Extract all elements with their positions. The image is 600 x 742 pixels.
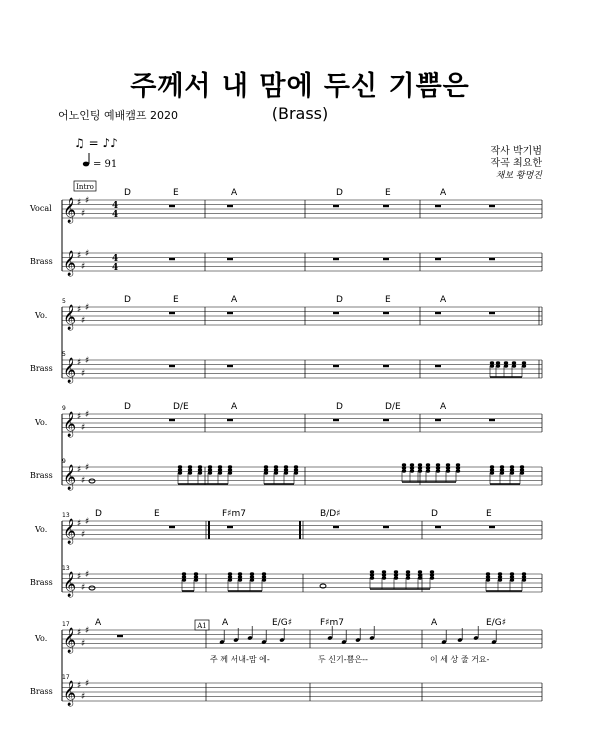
- event-name: 어노인팅 예배캠프 2020: [58, 109, 178, 122]
- treble-clef-icon: 𝄞: [63, 305, 77, 330]
- chord-symbol: D: [124, 188, 131, 198]
- treble-clef-icon: 𝄞: [63, 465, 77, 490]
- note-head: [510, 572, 514, 575]
- note-head: [418, 466, 422, 469]
- instrument-label-top: Vo.: [35, 418, 48, 427]
- whole-rest: [169, 526, 175, 528]
- note-head: [504, 364, 508, 367]
- note-head: [218, 465, 222, 468]
- note-head: [498, 578, 502, 581]
- note-head: [418, 570, 422, 573]
- sharp-icon: ♯: [81, 316, 86, 326]
- note-head: [188, 468, 192, 471]
- measure-number: 9: [62, 458, 66, 465]
- note-head: [178, 471, 182, 474]
- note-head: [486, 578, 490, 581]
- note-head: [370, 573, 374, 576]
- note-head: [520, 468, 524, 471]
- measure-number: 9: [62, 405, 66, 412]
- note-head: [500, 465, 504, 468]
- note-head: [436, 469, 440, 472]
- svg-text:A1: A1: [197, 622, 207, 630]
- sharp-icon: ♯: [81, 692, 86, 702]
- sharp-icon: ♯: [81, 530, 86, 540]
- vocal-staff: [62, 303, 542, 330]
- chord-symbol: E: [486, 509, 492, 519]
- instrument-label-top: Vocal: [30, 204, 52, 213]
- note-head: [402, 466, 406, 469]
- whole-rest: [383, 419, 389, 421]
- sharp-icon: ♯: [81, 262, 86, 272]
- note-head: [198, 468, 202, 471]
- instrument-label-top: Vo.: [35, 634, 48, 643]
- whole-rest: [333, 205, 339, 207]
- treble-clef-icon: 𝄞: [63, 198, 77, 223]
- sharp-icon: ♯: [77, 198, 82, 208]
- chord-symbol: F♯m7: [320, 618, 345, 628]
- system-4: [30, 509, 542, 597]
- note-head: [498, 575, 502, 578]
- sharp-icon: ♯: [77, 251, 82, 261]
- song-title: 주께서 내 맘에 두신 기쁨은: [130, 71, 470, 102]
- chord-symbol: E: [385, 188, 391, 198]
- whole-rest: [489, 205, 495, 207]
- sharp-icon: ♯: [77, 412, 82, 422]
- note-head: [228, 578, 232, 581]
- tempo-bpm: = 91: [93, 159, 118, 170]
- whole-rest: [333, 526, 339, 528]
- whole-rest: [383, 205, 389, 207]
- note-head: [188, 471, 192, 474]
- note-head: [238, 575, 242, 578]
- sharp-icon: ♯: [85, 679, 90, 689]
- treble-clef-icon: 𝄞: [63, 519, 77, 544]
- composer-credit: 작곡 최요한: [490, 158, 542, 169]
- chord-symbol: A: [231, 402, 238, 412]
- measure-number: 5: [62, 351, 66, 358]
- whole-rest: [117, 635, 123, 637]
- whole-rest: [169, 365, 175, 367]
- note-head: [188, 465, 192, 468]
- treble-clef-icon: 𝄞: [63, 628, 77, 653]
- whole-rest: [333, 258, 339, 260]
- chord-symbol: D: [124, 295, 131, 305]
- note-head: [486, 572, 490, 575]
- sharp-icon: ♯: [77, 572, 82, 582]
- note-head: [264, 465, 268, 468]
- whole-rest: [435, 526, 441, 528]
- treble-clef-icon: 𝄞: [63, 358, 77, 383]
- note-head: [418, 573, 422, 576]
- note-head: [500, 468, 504, 471]
- chord-symbol: D: [336, 402, 343, 412]
- sharp-icon: ♯: [77, 358, 82, 368]
- note-head: [262, 572, 266, 575]
- note-head: [418, 469, 422, 472]
- note-head: [446, 466, 450, 469]
- note-head: [490, 468, 494, 471]
- treble-clef-icon: 𝄞: [63, 681, 77, 706]
- lyricist-credit: 작사 박기범: [490, 146, 542, 157]
- note-head: [486, 575, 490, 578]
- whole-rest: [435, 365, 441, 367]
- sharp-icon: ♯: [85, 626, 90, 636]
- sharp-icon: ♯: [85, 517, 90, 527]
- whole-rest: [333, 419, 339, 421]
- chord-symbol: F♯m7: [222, 509, 247, 519]
- system-2: [30, 295, 542, 383]
- note-head: [194, 572, 198, 575]
- note-head: [238, 572, 242, 575]
- sharp-icon: ♯: [77, 628, 82, 638]
- sharp-icon: ♯: [85, 303, 90, 313]
- time-signature: 4: [112, 254, 119, 264]
- note-head: [436, 466, 440, 469]
- note-head: [522, 361, 526, 364]
- chord-symbol: E/G♯: [272, 618, 293, 628]
- note-head: [522, 572, 526, 575]
- note-head: [426, 463, 430, 466]
- note-head: [510, 578, 514, 581]
- half-note-head: [89, 586, 95, 590]
- chord-symbol: D: [336, 188, 343, 198]
- note-head: [418, 463, 422, 466]
- note-head: [430, 573, 434, 576]
- chord-symbol: A: [222, 618, 229, 628]
- whole-rest: [435, 205, 441, 207]
- note-head: [208, 471, 212, 474]
- whole-rest: [227, 365, 233, 367]
- instrument-label-bottom: Brass: [30, 578, 53, 587]
- sharp-icon: ♯: [81, 476, 86, 486]
- brass-staff: [62, 570, 542, 597]
- note-head: [262, 578, 266, 581]
- note-head: [294, 468, 298, 471]
- treble-clef-icon: 𝄞: [63, 251, 77, 276]
- chord-symbol: D: [124, 402, 131, 412]
- time-signature: 4: [112, 201, 119, 211]
- quarter-note-icon: [83, 162, 89, 167]
- note-head: [250, 572, 254, 575]
- note-head: [402, 463, 406, 466]
- score-systems: [29, 188, 542, 706]
- note-head: [512, 361, 516, 364]
- sharp-icon: ♯: [85, 196, 90, 206]
- rehearsal-mark-intro: [74, 181, 96, 191]
- note-head: [510, 575, 514, 578]
- whole-rest: [227, 205, 233, 207]
- sharp-icon: ♯: [77, 681, 82, 691]
- note-head: [406, 570, 410, 573]
- measure-number: 17: [62, 621, 70, 628]
- rehearsal-mark-a1: [195, 620, 209, 630]
- note-head: [490, 471, 494, 474]
- sharp-icon: ♯: [85, 570, 90, 580]
- note-head: [426, 466, 430, 469]
- sharp-icon: ♯: [85, 463, 90, 473]
- time-signature: 4: [112, 210, 119, 220]
- chord-symbol: B/D♯: [320, 509, 341, 519]
- note-head: [228, 465, 232, 468]
- note-head: [262, 575, 266, 578]
- vocal-staff: [62, 410, 542, 437]
- chord-symbol: D/E: [173, 402, 189, 412]
- svg-text:Intro: Intro: [76, 183, 94, 191]
- note-head: [294, 465, 298, 468]
- vocal-staff: [62, 517, 542, 544]
- note-head: [182, 575, 186, 578]
- whole-rest: [489, 419, 495, 421]
- brass-staff: [62, 356, 542, 383]
- note-head: [512, 364, 516, 367]
- note-head: [382, 570, 386, 573]
- note-head: [410, 469, 414, 472]
- note-head: [500, 471, 504, 474]
- note-head: [218, 468, 222, 471]
- note-head: [218, 471, 222, 474]
- chord-symbol: A: [231, 295, 238, 305]
- note-head: [370, 576, 374, 579]
- chord-symbol: A: [231, 188, 238, 198]
- chord-symbol: A: [431, 618, 438, 628]
- note-head: [510, 465, 514, 468]
- chord-symbol: E: [173, 295, 179, 305]
- note-head: [274, 465, 278, 468]
- chord-symbol: A: [440, 295, 447, 305]
- instrument-label-top: Vo.: [35, 311, 48, 320]
- sharp-icon: ♯: [81, 583, 86, 593]
- whole-rest: [227, 526, 233, 528]
- lyric-line: 이 세 상 줄 거요-: [430, 655, 490, 664]
- lyric-line: 주 께 서내-맘 에-: [210, 655, 270, 664]
- note-head: [520, 465, 524, 468]
- tempo-marking: [74, 136, 118, 170]
- note-head: [294, 471, 298, 474]
- instrument-label-bottom: Brass: [30, 471, 53, 480]
- note-head: [228, 572, 232, 575]
- arranger-credit: 채보 황명진: [495, 171, 542, 181]
- chord-symbol: E: [173, 188, 179, 198]
- brass-staff: [62, 463, 542, 490]
- note-head: [370, 570, 374, 573]
- note-head: [284, 471, 288, 474]
- sharp-icon: ♯: [77, 465, 82, 475]
- whole-rest: [169, 312, 175, 314]
- half-note-head: [89, 479, 95, 483]
- whole-rest: [227, 258, 233, 260]
- time-signature: 4: [112, 263, 119, 273]
- lyric-line: 두 신기-쁨은--: [318, 655, 368, 664]
- note-head: [456, 463, 460, 466]
- chord-symbol: D: [336, 295, 343, 305]
- chord-symbol: E: [385, 295, 391, 305]
- note-head: [394, 570, 398, 573]
- note-head: [274, 471, 278, 474]
- note-head: [522, 575, 526, 578]
- note-head: [510, 468, 514, 471]
- note-head: [402, 469, 406, 472]
- note-head: [498, 572, 502, 575]
- part-subtitle: (Brass): [271, 104, 329, 123]
- note-head: [194, 578, 198, 581]
- treble-clef-icon: 𝄞: [63, 572, 77, 597]
- whole-rest: [383, 526, 389, 528]
- measure-number: 13: [62, 565, 70, 572]
- measure-number: 17: [62, 674, 70, 681]
- note-head: [382, 573, 386, 576]
- note-head: [208, 468, 212, 471]
- sharp-icon: ♯: [81, 209, 86, 219]
- note-head: [430, 576, 434, 579]
- whole-rest: [333, 312, 339, 314]
- note-head: [410, 463, 414, 466]
- note-head: [446, 463, 450, 466]
- note-head: [178, 465, 182, 468]
- note-head: [394, 573, 398, 576]
- whole-rest: [435, 258, 441, 260]
- whole-rest: [169, 258, 175, 260]
- chord-symbol: D/E: [385, 402, 401, 412]
- note-head: [504, 361, 508, 364]
- whole-rest: [169, 419, 175, 421]
- note-head: [228, 575, 232, 578]
- whole-rest: [435, 312, 441, 314]
- note-head: [430, 570, 434, 573]
- note-head: [446, 469, 450, 472]
- sharp-icon: ♯: [81, 369, 86, 379]
- note-head: [284, 468, 288, 471]
- note-head: [250, 575, 254, 578]
- sharp-icon: ♯: [77, 519, 82, 529]
- sharp-icon: ♯: [77, 305, 82, 315]
- measure-number: 5: [62, 298, 66, 305]
- whole-rest: [383, 258, 389, 260]
- note-head: [208, 465, 212, 468]
- note-head: [182, 572, 186, 575]
- chord-symbol: E: [154, 509, 160, 519]
- note-head: [406, 576, 410, 579]
- vocal-staff: [62, 626, 542, 653]
- whole-rest: [227, 312, 233, 314]
- note-head: [436, 463, 440, 466]
- chord-symbol: A: [440, 402, 447, 412]
- note-head: [238, 578, 242, 581]
- instrument-label-bottom: Brass: [30, 364, 53, 373]
- note-head: [490, 361, 494, 364]
- sharp-icon: ♯: [85, 356, 90, 366]
- vocal-staff: [62, 196, 542, 223]
- chord-symbol: E/G♯: [486, 618, 507, 628]
- whole-rest: [169, 205, 175, 207]
- note-head: [490, 364, 494, 367]
- note-head: [178, 468, 182, 471]
- note-head: [250, 578, 254, 581]
- chord-symbol: A: [95, 618, 102, 628]
- instrument-label-top: Vo.: [35, 525, 48, 534]
- note-head: [510, 471, 514, 474]
- note-head: [394, 576, 398, 579]
- note-head: [520, 471, 524, 474]
- note-head: [410, 466, 414, 469]
- note-head: [198, 465, 202, 468]
- system-1: [29, 188, 542, 276]
- whole-rest: [489, 258, 495, 260]
- note-head: [264, 468, 268, 471]
- note-head: [194, 575, 198, 578]
- note-head: [284, 465, 288, 468]
- note-head: [274, 468, 278, 471]
- brass-staff: [62, 249, 542, 276]
- note-head: [418, 576, 422, 579]
- whole-rest: [489, 526, 495, 528]
- note-head: [456, 466, 460, 469]
- whole-rest: [383, 365, 389, 367]
- note-head: [522, 364, 526, 367]
- note-head: [456, 469, 460, 472]
- whole-rest: [383, 312, 389, 314]
- note-head: [406, 573, 410, 576]
- swing-indicator-icon: ♫ = ♪♪: [74, 136, 118, 150]
- note-head: [522, 578, 526, 581]
- whole-rest: [227, 419, 233, 421]
- brass-staff: [62, 679, 542, 706]
- chord-symbol: D: [431, 509, 438, 519]
- note-head: [182, 578, 186, 581]
- system-3: [30, 402, 542, 490]
- note-head: [426, 469, 430, 472]
- sharp-icon: ♯: [85, 410, 90, 420]
- measure-number: 13: [62, 512, 70, 519]
- note-head: [228, 471, 232, 474]
- chord-symbol: D: [95, 509, 102, 519]
- sharp-icon: ♯: [81, 423, 86, 433]
- note-head: [382, 576, 386, 579]
- note-head: [496, 364, 500, 367]
- note-head: [228, 468, 232, 471]
- whole-rest: [333, 365, 339, 367]
- chord-symbol: A: [440, 188, 447, 198]
- sharp-icon: ♯: [85, 249, 90, 259]
- note-head: [496, 361, 500, 364]
- whole-rest: [435, 419, 441, 421]
- instrument-label-bottom: Brass: [30, 687, 53, 696]
- instrument-label-bottom: Brass: [30, 257, 53, 266]
- whole-rest: [489, 312, 495, 314]
- note-head: [198, 471, 202, 474]
- note-head: [264, 471, 268, 474]
- note-head: [490, 465, 494, 468]
- treble-clef-icon: 𝄞: [63, 412, 77, 437]
- sharp-icon: ♯: [81, 639, 86, 649]
